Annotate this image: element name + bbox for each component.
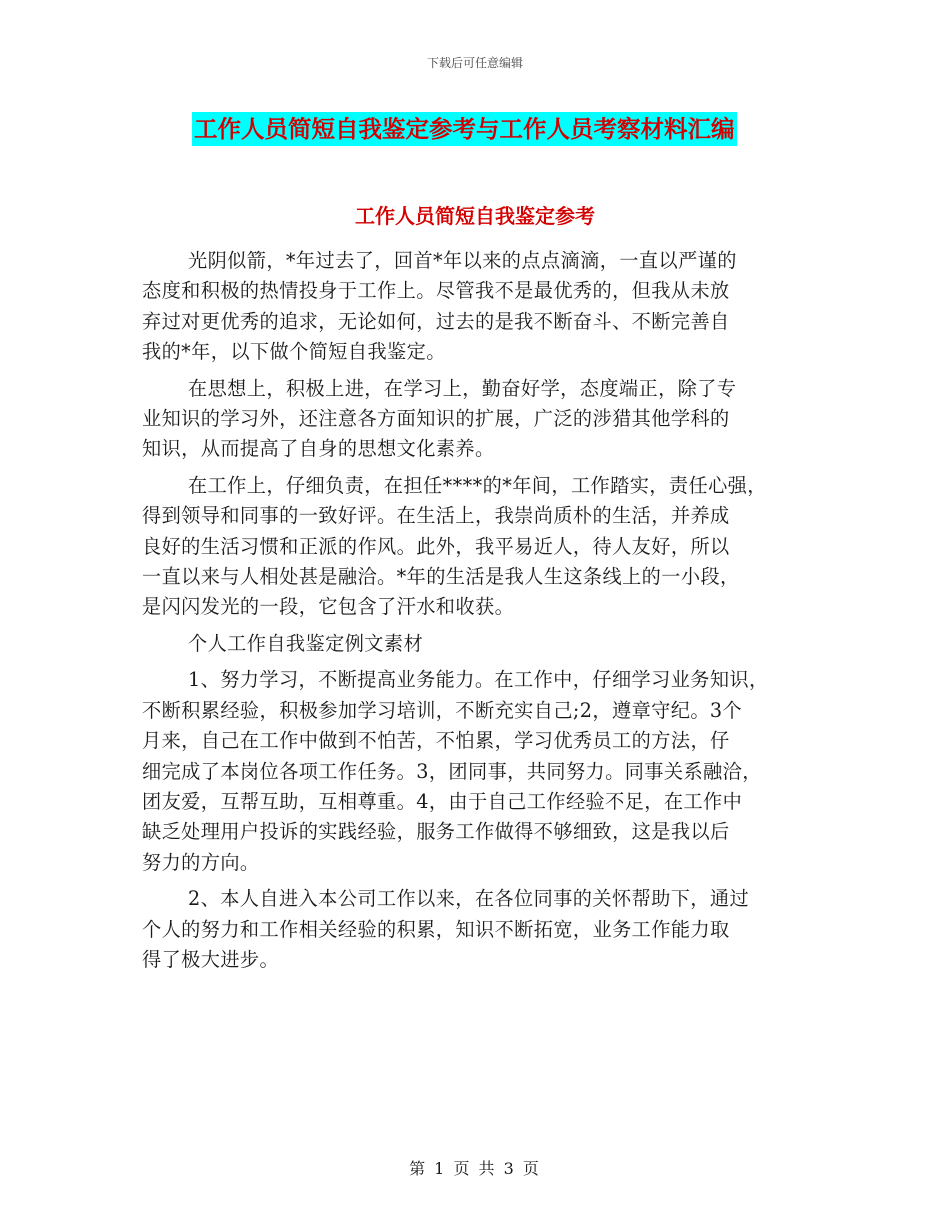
text-line: 2、本人自进入本公司工作以来，在各位同事的关怀帮助下，通过 <box>188 887 750 911</box>
text-line: 在思想上，积极上进，在学习上，勤奋好学，态度端正，除了专 <box>188 376 737 400</box>
document-body <box>142 246 808 981</box>
document-title: 工作人员简短自我鉴定参考与工作人员考察材料汇编 <box>192 112 737 146</box>
paragraph-intro <box>142 246 808 368</box>
text-line: 在工作上，仔细负责，在担任****的*年间，工作踏实，责任心强， <box>188 473 767 497</box>
text-line: 努力的方向。 <box>142 850 260 874</box>
text-line: 态度和积极的热情投身于工作上。尽管我不是最优秀的，但我从未放 <box>142 279 730 303</box>
text-line: 个人的努力和工作相关经验的积累，知识不断拓宽，业务工作能力取 <box>142 917 730 941</box>
text-line: 知识，从而提高了自身的思想文化素养。 <box>142 437 495 461</box>
text-line: 不断积累经验，积极参加学习培训，不断充实自己;2，遵章守纪。3个 <box>142 698 743 722</box>
text-line: 团友爱，互帮互助，互相尊重。4，由于自己工作经验不足，在工作中 <box>142 789 743 813</box>
paragraph-thought <box>142 374 808 465</box>
text-line: 缺乏处理用户投诉的实践经验，服务工作做得不够细致，这是我以后 <box>142 820 730 844</box>
page-number: 第 1 页 共 3 页 <box>409 1159 541 1178</box>
page-header-note: 下载后可任意编辑 <box>426 56 523 70</box>
text-line: 是闪闪发光的一段，它包含了汗水和收获。 <box>142 595 515 619</box>
text-line: 个人工作自我鉴定例文素材 <box>188 631 424 655</box>
text-line: 细完成了本岗位各项工作任务。3，团同事，共同努力。同事关系融洽， <box>142 759 762 783</box>
text-line: 一直以来与人相处甚是融洽。*年的生活是我人生这条线上的一小段， <box>142 565 740 589</box>
text-line: 弃过对更优秀的追求，无论如何，过去的是我不断奋斗、不断完善自 <box>142 309 730 333</box>
paragraph-item-2 <box>142 884 808 975</box>
text-line: 得了极大进步。 <box>142 947 280 971</box>
text-line: 光阴似箭，*年过去了，回首*年以来的点点滴滴，一直以严谨的 <box>188 249 737 272</box>
text-line: 我的*年，以下做个简短自我鉴定。 <box>142 340 446 364</box>
text-line: 1、努力学习，不断提高业务能力。在工作中，仔细学习业务知识， <box>188 668 769 692</box>
paragraph-item-1 <box>142 665 808 878</box>
text-line: 良好的生活习惯和正派的作风。此外，我平易近人，待人友好，所以 <box>142 534 730 558</box>
text-line: 月来，自己在工作中做到不怕苦，不怕累，学习优秀员工的方法，仔 <box>142 729 730 753</box>
text-line: 业知识的学习外，还注意各方面知识的扩展，广泛的涉猎其他学科的 <box>142 407 730 431</box>
text-line: 得到领导和同事的一致好评。在生活上，我崇尚质朴的生活，并养成 <box>142 504 730 528</box>
paragraph-work <box>142 471 808 623</box>
section-title: 工作人员简短自我鉴定参考 <box>355 204 595 228</box>
paragraph-subheading <box>142 629 808 659</box>
